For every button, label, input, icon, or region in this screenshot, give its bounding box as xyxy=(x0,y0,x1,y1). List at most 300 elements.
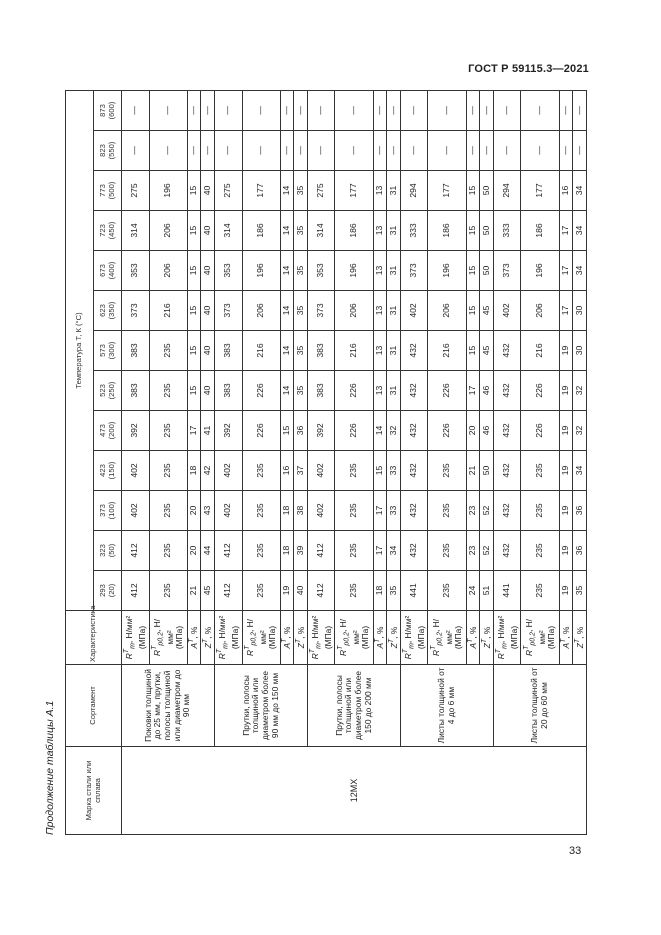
value-cell: 226 xyxy=(521,371,559,411)
unit-mpa: (МПа) xyxy=(267,625,278,650)
value-cell: 275 xyxy=(122,171,150,211)
header-characteristic: Характеристика xyxy=(66,611,122,665)
rp02-symbol: $R^T_{p0,2}$ xyxy=(430,632,444,656)
temperature-kelvin: 673 xyxy=(97,264,107,277)
value-cell: 432 xyxy=(493,531,521,571)
unit-mpa: (МПа) xyxy=(229,625,240,650)
value-cell: 38 xyxy=(294,491,308,531)
value-cell: 275 xyxy=(214,171,242,211)
value-cell: — xyxy=(387,131,401,171)
value-cell: 37 xyxy=(294,451,308,491)
value-cell: 235 xyxy=(149,531,187,571)
value-cell: — xyxy=(493,131,521,171)
value-cell: — xyxy=(122,91,150,131)
value-cell: 15 xyxy=(466,211,480,251)
unit-percent: % xyxy=(467,626,478,634)
value-cell: 226 xyxy=(242,371,280,411)
value-cell: 15 xyxy=(187,171,201,211)
value-cell: 432 xyxy=(493,491,521,531)
value-cell: 216 xyxy=(428,331,466,371)
unit-percent: % xyxy=(374,626,385,634)
value-cell: 196 xyxy=(149,171,187,211)
characteristic-cell: $R^T_m$, Н/мм² (МПа) xyxy=(122,611,150,665)
unit-percent: % xyxy=(574,626,585,635)
value-cell: 432 xyxy=(493,411,521,451)
value-cell: 50 xyxy=(480,211,494,251)
value-cell: 206 xyxy=(428,291,466,331)
reduction-symbol: $Z^T$ xyxy=(201,638,213,649)
value-cell: 392 xyxy=(214,411,242,451)
rp02-symbol: $R^T_{p0,2}$ xyxy=(244,632,258,656)
temperature-kelvin: 323 xyxy=(97,544,107,557)
rp02-symbol: $R^T_{p0,2}$ xyxy=(151,632,165,656)
reduction-symbol: $Z^T$ xyxy=(387,638,399,649)
table-row xyxy=(214,91,242,835)
value-cell: 235 xyxy=(149,411,187,451)
value-cell: — xyxy=(242,91,280,131)
value-cell: 36 xyxy=(573,491,587,531)
value-cell: 15 xyxy=(466,171,480,211)
value-cell: 19 xyxy=(559,411,573,451)
header-grade: Марка стали или сплава xyxy=(66,747,122,835)
value-cell: 402 xyxy=(493,291,521,331)
unit-percent: % xyxy=(282,626,293,634)
temperature-kelvin: 773 xyxy=(97,184,107,197)
value-cell: 226 xyxy=(335,411,373,451)
value-cell: 16 xyxy=(559,171,573,211)
value-cell: 36 xyxy=(573,531,587,571)
rotated-table-container xyxy=(65,90,587,835)
value-cell: 14 xyxy=(280,211,294,251)
value-cell: — xyxy=(307,131,335,171)
rm-symbol: $R^T_m$ xyxy=(309,643,323,660)
value-cell: — xyxy=(387,91,401,131)
characteristic-cell: $A^T$, % xyxy=(187,611,201,665)
value-cell: 39 xyxy=(294,531,308,571)
value-cell: 32 xyxy=(573,411,587,451)
value-cell: — xyxy=(480,131,494,171)
value-cell: 235 xyxy=(521,571,559,611)
value-cell: 14 xyxy=(280,251,294,291)
value-cell: 50 xyxy=(480,171,494,211)
value-cell: 33 xyxy=(387,491,401,531)
table-row xyxy=(122,91,150,835)
value-cell: 412 xyxy=(214,531,242,571)
value-cell: 34 xyxy=(573,171,587,211)
value-cell: 40 xyxy=(201,211,215,251)
temperature-celsius: (150) xyxy=(106,461,116,480)
temperature-celsius: (400) xyxy=(106,261,116,280)
value-cell: 196 xyxy=(242,251,280,291)
value-cell: 31 xyxy=(387,291,401,331)
value-cell: 40 xyxy=(201,251,215,291)
value-cell: 383 xyxy=(122,331,150,371)
value-cell: 15 xyxy=(187,211,201,251)
value-cell: 216 xyxy=(242,331,280,371)
value-cell: 17 xyxy=(559,251,573,291)
value-cell: 35 xyxy=(294,251,308,291)
characteristic-cell: $R^T_m$, Н/мм² (МПа) xyxy=(307,611,335,665)
value-cell: — xyxy=(280,91,294,131)
document-header: ГОСТ Р 59115.3—2021 xyxy=(468,63,589,75)
value-cell: 24 xyxy=(466,571,480,611)
value-cell: 35 xyxy=(294,211,308,251)
assortment-cell: Листы толщиной от 20 до 60 мм xyxy=(493,665,586,747)
value-cell: 383 xyxy=(122,371,150,411)
data-table xyxy=(65,90,587,835)
value-cell: — xyxy=(559,131,573,171)
value-cell: 226 xyxy=(428,371,466,411)
value-cell: 216 xyxy=(149,291,187,331)
value-cell: 383 xyxy=(214,331,242,371)
value-cell: 402 xyxy=(122,451,150,491)
characteristic-cell: $A^T$, % xyxy=(559,611,573,665)
temperature-celsius: (500) xyxy=(106,181,116,200)
value-cell: 226 xyxy=(428,411,466,451)
value-cell: — xyxy=(307,91,335,131)
value-cell: 14 xyxy=(280,371,294,411)
unit-percent: % xyxy=(388,626,399,635)
unit-rm: Н/мм² xyxy=(337,619,361,645)
value-cell: — xyxy=(400,131,428,171)
value-cell: 196 xyxy=(335,251,373,291)
value-cell: 36 xyxy=(294,411,308,451)
characteristic-cell: $R^T_{p0,2}$, Н/мм² (МПа) xyxy=(428,611,466,665)
value-cell: 186 xyxy=(242,211,280,251)
table-body xyxy=(122,91,587,835)
value-cell: 235 xyxy=(335,491,373,531)
reduction-symbol: $Z^T$ xyxy=(294,638,306,649)
value-cell: 226 xyxy=(521,411,559,451)
value-cell: 432 xyxy=(493,451,521,491)
unit-rm: Н/мм² xyxy=(152,619,175,645)
characteristic-cell: $R^T_{p0,2}$, Н/мм² (МПа) xyxy=(242,611,280,665)
value-cell: 186 xyxy=(335,211,373,251)
value-cell: 19 xyxy=(559,531,573,571)
unit-mpa: (МПа) xyxy=(174,625,185,650)
value-cell: 31 xyxy=(387,251,401,291)
value-cell: 30 xyxy=(573,331,587,371)
temperature-kelvin: 573 xyxy=(97,344,107,357)
value-cell: — xyxy=(428,131,466,171)
unit-rm: Н/мм² xyxy=(216,615,227,639)
value-cell: 441 xyxy=(493,571,521,611)
value-cell: 15 xyxy=(187,331,201,371)
value-cell: 333 xyxy=(493,211,521,251)
value-cell: 383 xyxy=(307,331,335,371)
characteristic-cell: $Z^T$, % xyxy=(294,611,308,665)
value-cell: 177 xyxy=(335,171,373,211)
value-cell: 45 xyxy=(201,571,215,611)
value-cell: 40 xyxy=(201,291,215,331)
value-cell: 52 xyxy=(480,531,494,571)
elongation-symbol: $A^T$ xyxy=(281,638,293,649)
unit-rm: Н/мм² xyxy=(430,619,454,645)
value-cell: 235 xyxy=(242,451,280,491)
value-cell: 35 xyxy=(294,291,308,331)
table-row xyxy=(400,91,428,835)
value-cell: 15 xyxy=(373,451,387,491)
unit-percent: % xyxy=(560,626,571,634)
value-cell: 17 xyxy=(466,371,480,411)
value-cell: 14 xyxy=(280,171,294,211)
value-cell: 235 xyxy=(149,451,187,491)
characteristic-cell: $A^T$, % xyxy=(280,611,294,665)
value-cell: 333 xyxy=(400,211,428,251)
unit-rm: Н/мм² xyxy=(523,619,547,645)
unit-rm: Н/мм² xyxy=(123,615,134,639)
value-cell: 235 xyxy=(242,571,280,611)
reduction-symbol: $Z^T$ xyxy=(480,638,492,649)
value-cell: 373 xyxy=(307,291,335,331)
value-cell: 235 xyxy=(428,531,466,571)
temperature-header-cell xyxy=(94,331,122,371)
value-cell: — xyxy=(335,91,373,131)
temperature-celsius: (20) xyxy=(106,583,116,598)
value-cell: 51 xyxy=(480,571,494,611)
temperature-celsius: (600) xyxy=(106,101,116,120)
value-cell: 206 xyxy=(149,211,187,251)
value-cell: 23 xyxy=(466,491,480,531)
value-cell: 235 xyxy=(149,371,187,411)
value-cell: 40 xyxy=(201,371,215,411)
value-cell: 19 xyxy=(559,451,573,491)
characteristic-cell: $A^T$, % xyxy=(373,611,387,665)
value-cell: 373 xyxy=(214,291,242,331)
temperature-celsius: (450) xyxy=(106,221,116,240)
value-cell: 206 xyxy=(242,291,280,331)
value-cell: 206 xyxy=(149,251,187,291)
value-cell: 235 xyxy=(521,491,559,531)
value-cell: 432 xyxy=(400,491,428,531)
value-cell: 46 xyxy=(480,371,494,411)
value-cell: 20 xyxy=(187,531,201,571)
unit-rm: Н/мм² xyxy=(309,615,320,639)
value-cell: — xyxy=(280,131,294,171)
value-cell: — xyxy=(466,91,480,131)
value-cell: 235 xyxy=(149,571,187,611)
value-cell: 402 xyxy=(307,451,335,491)
temperature-header-cell xyxy=(94,371,122,411)
value-cell: 226 xyxy=(335,371,373,411)
value-cell: 216 xyxy=(521,331,559,371)
value-cell: — xyxy=(294,91,308,131)
grade-cell: 12МХ xyxy=(122,747,587,835)
value-cell: 17 xyxy=(187,411,201,451)
temperature-kelvin: 623 xyxy=(97,304,107,317)
value-cell: — xyxy=(201,131,215,171)
elongation-symbol: $A^T$ xyxy=(374,638,385,649)
value-cell: 373 xyxy=(493,251,521,291)
value-cell: — xyxy=(521,91,559,131)
temperature-celsius: (350) xyxy=(106,301,116,320)
unit-mpa: (МПа) xyxy=(360,625,371,650)
value-cell: 46 xyxy=(480,411,494,451)
value-cell: 19 xyxy=(559,491,573,531)
unit-rm: Н/мм² xyxy=(244,619,268,645)
value-cell: 52 xyxy=(480,491,494,531)
rp02-symbol: $R^T_{p0,2}$ xyxy=(337,632,351,656)
value-cell: 294 xyxy=(493,171,521,211)
value-cell: 31 xyxy=(387,171,401,211)
value-cell: — xyxy=(214,131,242,171)
value-cell: 412 xyxy=(307,571,335,611)
value-cell: 383 xyxy=(307,371,335,411)
assortment-cell: Прутки, полосы толщиной или диаметром более 90 мм до 150 мм xyxy=(214,665,307,747)
unit-percent: % xyxy=(295,626,306,635)
unit-rm: Н/мм² xyxy=(402,615,413,639)
value-cell: 432 xyxy=(400,371,428,411)
value-cell: 13 xyxy=(373,331,387,371)
characteristic-cell: $A^T$, % xyxy=(466,611,480,665)
value-cell: 392 xyxy=(122,411,150,451)
value-cell: 432 xyxy=(493,371,521,411)
value-cell: 373 xyxy=(400,251,428,291)
value-cell: — xyxy=(294,131,308,171)
unit-mpa: (МПа) xyxy=(136,625,147,650)
temperature-kelvin: 523 xyxy=(97,384,107,397)
rm-symbol: $R^T_m$ xyxy=(216,643,230,660)
value-cell: 17 xyxy=(559,291,573,331)
temperature-header-cell xyxy=(94,411,122,451)
value-cell: 235 xyxy=(242,491,280,531)
value-cell: — xyxy=(335,131,373,171)
characteristic-cell: $Z^T$, % xyxy=(480,611,494,665)
value-cell: 23 xyxy=(466,531,480,571)
value-cell: 15 xyxy=(187,371,201,411)
elongation-symbol: $A^T$ xyxy=(560,638,571,649)
value-cell: — xyxy=(493,91,521,131)
value-cell: 34 xyxy=(573,251,587,291)
value-cell: 235 xyxy=(335,451,373,491)
value-cell: 34 xyxy=(387,531,401,571)
value-cell: 235 xyxy=(242,531,280,571)
value-cell: 373 xyxy=(122,291,150,331)
temperature-celsius: (550) xyxy=(106,141,116,160)
value-cell: 235 xyxy=(335,571,373,611)
value-cell: — xyxy=(521,131,559,171)
value-cell: 314 xyxy=(307,211,335,251)
value-cell: 353 xyxy=(214,251,242,291)
value-cell: 21 xyxy=(187,571,201,611)
value-cell: 35 xyxy=(294,171,308,211)
value-cell: 235 xyxy=(149,331,187,371)
value-cell: 35 xyxy=(294,371,308,411)
unit-rm: Н/мм² xyxy=(495,615,506,639)
value-cell: 402 xyxy=(307,491,335,531)
value-cell: 235 xyxy=(335,531,373,571)
value-cell: 45 xyxy=(480,291,494,331)
value-cell: — xyxy=(122,131,150,171)
value-cell: 186 xyxy=(428,211,466,251)
value-cell: 206 xyxy=(521,291,559,331)
value-cell: 235 xyxy=(428,451,466,491)
value-cell: 31 xyxy=(387,371,401,411)
value-cell: 402 xyxy=(400,291,428,331)
unit-mpa: (МПа) xyxy=(508,625,519,650)
value-cell: 412 xyxy=(307,531,335,571)
value-cell: 294 xyxy=(400,171,428,211)
value-cell: — xyxy=(480,91,494,131)
unit-mpa: (МПа) xyxy=(453,625,464,650)
value-cell: 34 xyxy=(573,211,587,251)
value-cell: 14 xyxy=(280,331,294,371)
value-cell: 13 xyxy=(373,371,387,411)
value-cell: 31 xyxy=(387,211,401,251)
value-cell: 235 xyxy=(428,491,466,531)
value-cell: — xyxy=(201,91,215,131)
value-cell: 235 xyxy=(149,491,187,531)
value-cell: 13 xyxy=(373,211,387,251)
value-cell: 432 xyxy=(493,331,521,371)
temperature-celsius: (200) xyxy=(106,421,116,440)
rm-symbol: $R^T_m$ xyxy=(402,643,416,660)
value-cell: 17 xyxy=(373,491,387,531)
temperature-kelvin: 723 xyxy=(97,224,107,237)
temperature-header-cell xyxy=(94,171,122,211)
value-cell: 20 xyxy=(466,411,480,451)
header-temperature: Температура Т, К (°С) xyxy=(66,91,94,611)
value-cell: 19 xyxy=(559,371,573,411)
value-cell: 402 xyxy=(214,451,242,491)
value-cell: 15 xyxy=(466,251,480,291)
value-cell: 33 xyxy=(387,451,401,491)
unit-percent: % xyxy=(189,626,200,634)
rm-symbol: $R^T_m$ xyxy=(495,643,509,660)
value-cell: 18 xyxy=(373,571,387,611)
value-cell: 177 xyxy=(428,171,466,211)
temperature-celsius: (100) xyxy=(106,501,116,520)
value-cell: 216 xyxy=(335,331,373,371)
value-cell: 17 xyxy=(373,531,387,571)
value-cell: 35 xyxy=(387,571,401,611)
temperature-celsius: (50) xyxy=(106,543,116,558)
value-cell: — xyxy=(428,91,466,131)
value-cell: — xyxy=(242,131,280,171)
value-cell: 41 xyxy=(201,411,215,451)
value-cell: 402 xyxy=(214,491,242,531)
value-cell: 383 xyxy=(214,371,242,411)
unit-percent: % xyxy=(481,626,492,635)
temperature-header-cell xyxy=(94,491,122,531)
value-cell: 432 xyxy=(400,331,428,371)
value-cell: 314 xyxy=(122,211,150,251)
table-row xyxy=(493,91,521,835)
value-cell: 177 xyxy=(242,171,280,211)
value-cell: 314 xyxy=(214,211,242,251)
value-cell: — xyxy=(149,131,187,171)
value-cell: 45 xyxy=(480,331,494,371)
value-cell: 20 xyxy=(187,491,201,531)
rm-symbol: $R^T_m$ xyxy=(123,643,137,660)
value-cell: 40 xyxy=(201,171,215,211)
unit-mpa: (МПа) xyxy=(415,625,426,650)
value-cell: 34 xyxy=(573,451,587,491)
value-cell: — xyxy=(400,91,428,131)
value-cell: 235 xyxy=(521,451,559,491)
value-cell: — xyxy=(466,131,480,171)
value-cell: 18 xyxy=(280,491,294,531)
header-assortment: Сортамент xyxy=(66,665,122,747)
value-cell: 16 xyxy=(280,451,294,491)
value-cell: 412 xyxy=(122,531,150,571)
unit-percent: % xyxy=(202,626,213,635)
value-cell: 13 xyxy=(373,251,387,291)
value-cell: — xyxy=(187,131,201,171)
assortment-cell: Листы толщиной от 4 до 6 мм xyxy=(400,665,493,747)
characteristic-cell: $R^T_m$, Н/мм² (МПа) xyxy=(493,611,521,665)
temperature-header-cell xyxy=(94,211,122,251)
